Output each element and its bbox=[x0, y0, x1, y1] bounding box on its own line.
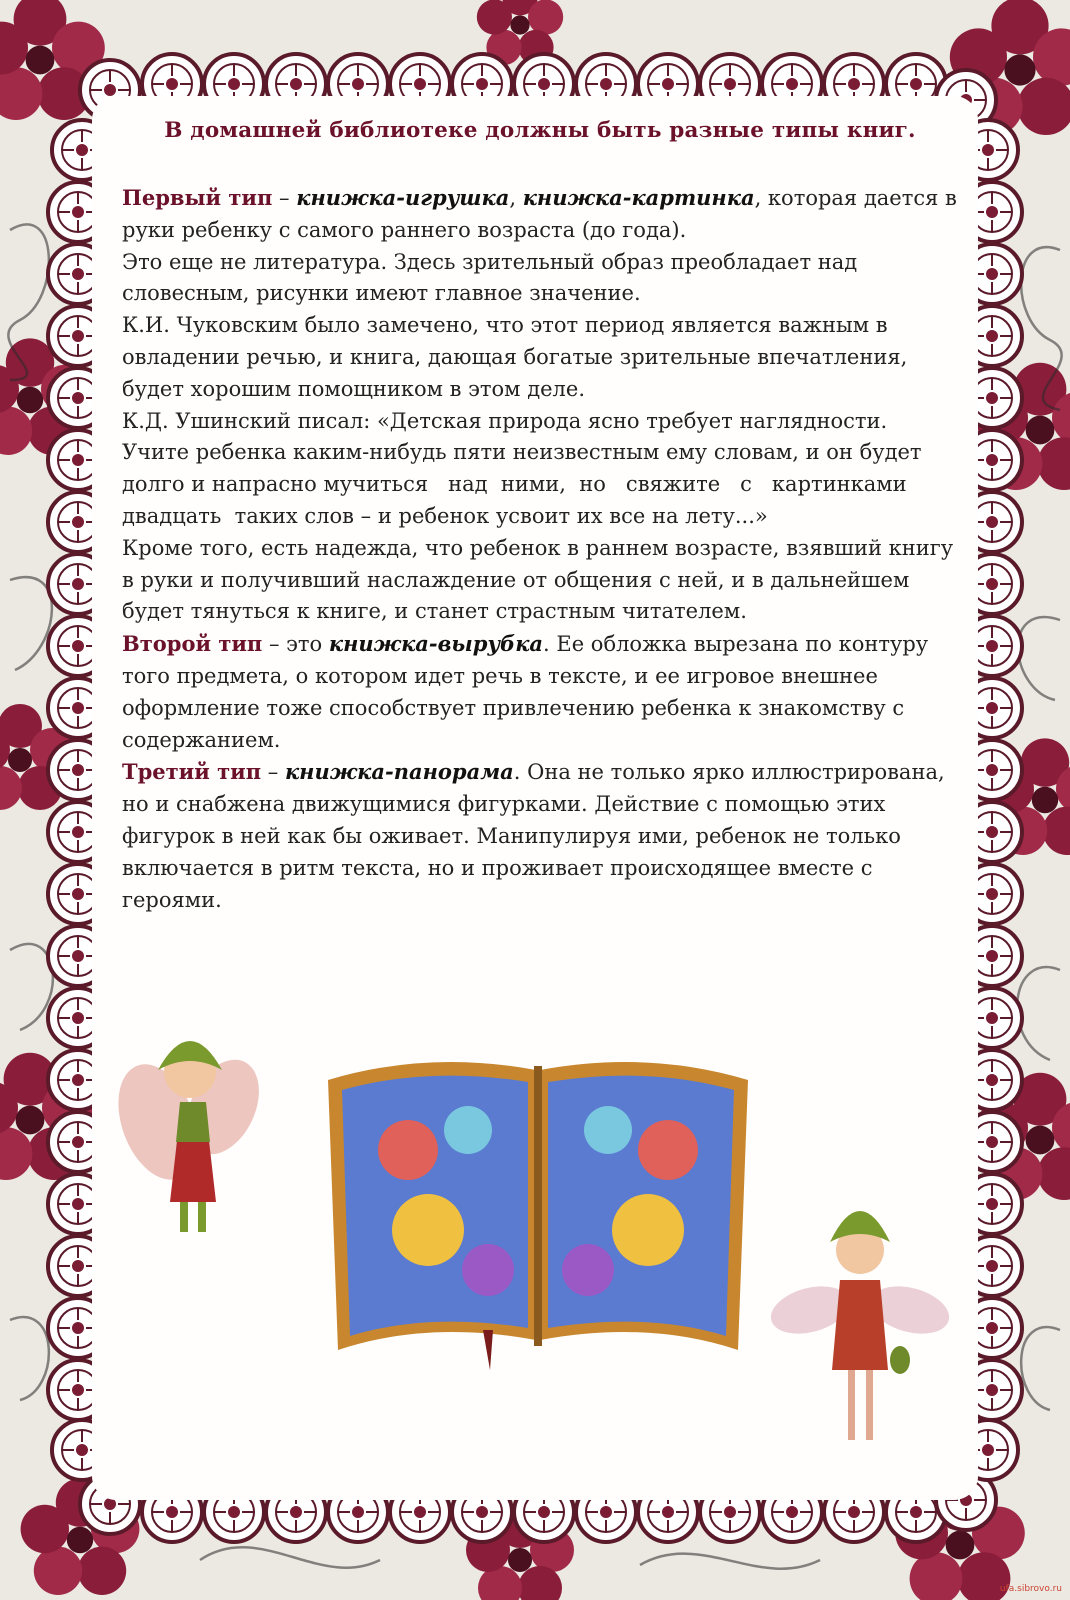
paragraph-type-1 bbox=[122, 182, 960, 247]
type-3-description: . Она не только ярко иллюстрирована, но и снабжена движущимися фигурками. Действие с помощью этих фигурок в ней как бы оживает. Манипулируя ими, ребенок не только включается в ритм текста, но и проживает происходящее вместе с героями. bbox=[122, 760, 945, 912]
type-1-kind-picture: книжка-картинка bbox=[522, 185, 755, 210]
type-2-description: . Ее обложка вырезана по контуру того предмета, о котором идет речь в тексте, и ее игровое внешнее оформление тоже способствует привлечению ребенка к знакомству с содержанием. bbox=[122, 632, 929, 752]
paragraph-chukovsky: К.И. Чуковским было замечено, что этот период является важным в овладении речью, и книга, дающая богатые зрительные впечатления, будет хорошим помощником в этом деле. bbox=[122, 313, 908, 401]
paragraph-ushinsky-quote: К.Д. Ушинский писал: «Детская природа ясно требует наглядности. Учите ребенка каким-нибудь пяти неизвестным ему словам, и он будет долго и напрасно мучиться над ними, но свяжите с картинками двадцать таких слов – и ребенок усвоит их все на лету...» bbox=[122, 408, 929, 528]
type-3-kind: книжка-панорама bbox=[284, 759, 514, 785]
paragraph-type-3 bbox=[122, 756, 960, 916]
fairy-icon bbox=[760, 1180, 960, 1460]
paragraph-type-2 bbox=[122, 628, 960, 756]
type-1-label: Первый тип bbox=[122, 185, 273, 210]
article-body bbox=[122, 182, 960, 916]
paragraph-hope: Кроме того, есть надежда, что ребенок в раннем возрасте, взявший книгу в руки и получивший наслаждение от общения с ней, и в дальнейшем будет тянуться к книге, и станет страстным читателем. bbox=[122, 535, 954, 624]
fairy-icon bbox=[118, 1012, 268, 1252]
open-book-icon bbox=[318, 1040, 758, 1380]
dash: – это bbox=[262, 632, 329, 657]
type-1-description: , которая дается в руки ребенку с самого раннего возраста (до года). bbox=[122, 186, 957, 242]
separator: , bbox=[509, 186, 523, 210]
dash: – bbox=[272, 186, 297, 210]
page-title: В домашней библиотеке должны быть разные типы книг. bbox=[164, 118, 916, 143]
type-1-kind-toy: книжка-игрушка bbox=[296, 185, 510, 210]
dash: – bbox=[261, 760, 285, 785]
type-2-label: Второй тип bbox=[122, 631, 263, 657]
paragraph-not-literature: Это еще не литература. Здесь зрительный образ преобладает над словесным, рисунки имеют главное значение. bbox=[122, 249, 858, 306]
type-2-kind: книжка-вырубка bbox=[328, 631, 544, 657]
type-3-label: Третий тип bbox=[122, 759, 262, 785]
watermark: ufa.sibrovo.ru bbox=[999, 1584, 1062, 1594]
